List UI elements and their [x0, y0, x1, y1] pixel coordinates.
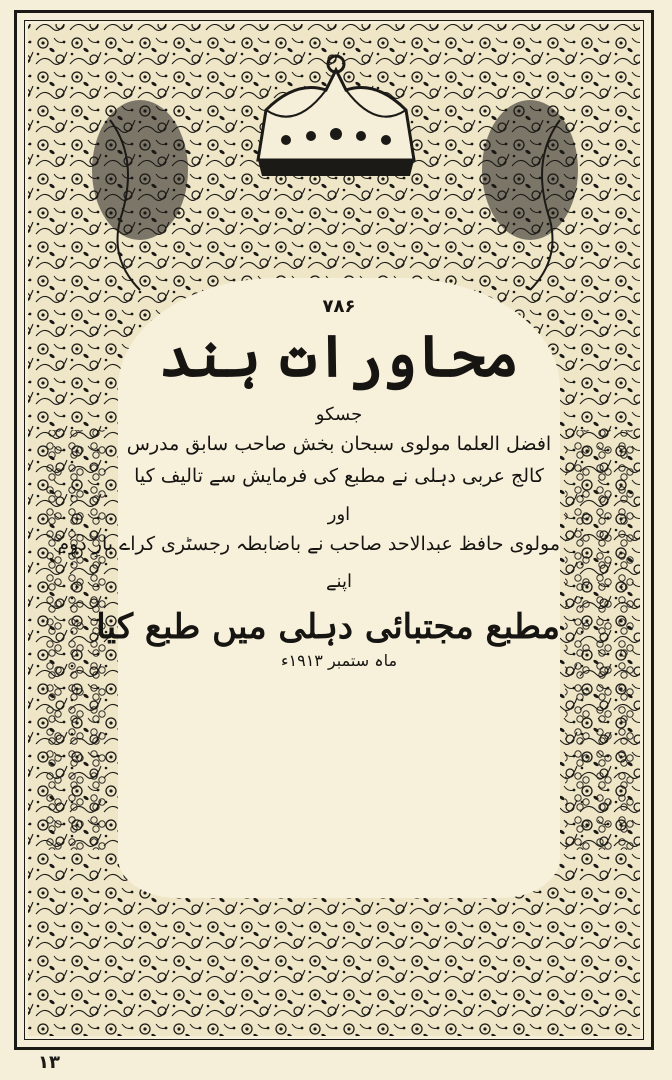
- page-number: ۱۳: [38, 1052, 60, 1073]
- book-title: محاورات ہند: [158, 322, 520, 390]
- serial-number: ۷۸۶: [322, 296, 356, 317]
- college-line: کالج عربی دہلی نے مطبع کی فرمایش سے تالیف کیا: [134, 465, 544, 488]
- publisher-line: مولوی حافظ عبدالاحد صاحب نے باضابطہ رجسٹری کراے بارِ دوم: [57, 532, 560, 555]
- jisko-text: جسکو: [315, 403, 363, 425]
- title-text-block: [57, 290, 560, 671]
- apne-text: اپنے: [326, 571, 352, 593]
- author-line: افضل العلما مولوی سبحان بخش صاحب سابق مدرس: [126, 432, 552, 455]
- aur-text: اور: [327, 503, 351, 525]
- date-line: ماہ ستمبر ۱۹۱۳ء: [280, 651, 398, 671]
- press-line: مطبع مجتبائی دہلی میں طبع کیا: [96, 607, 560, 648]
